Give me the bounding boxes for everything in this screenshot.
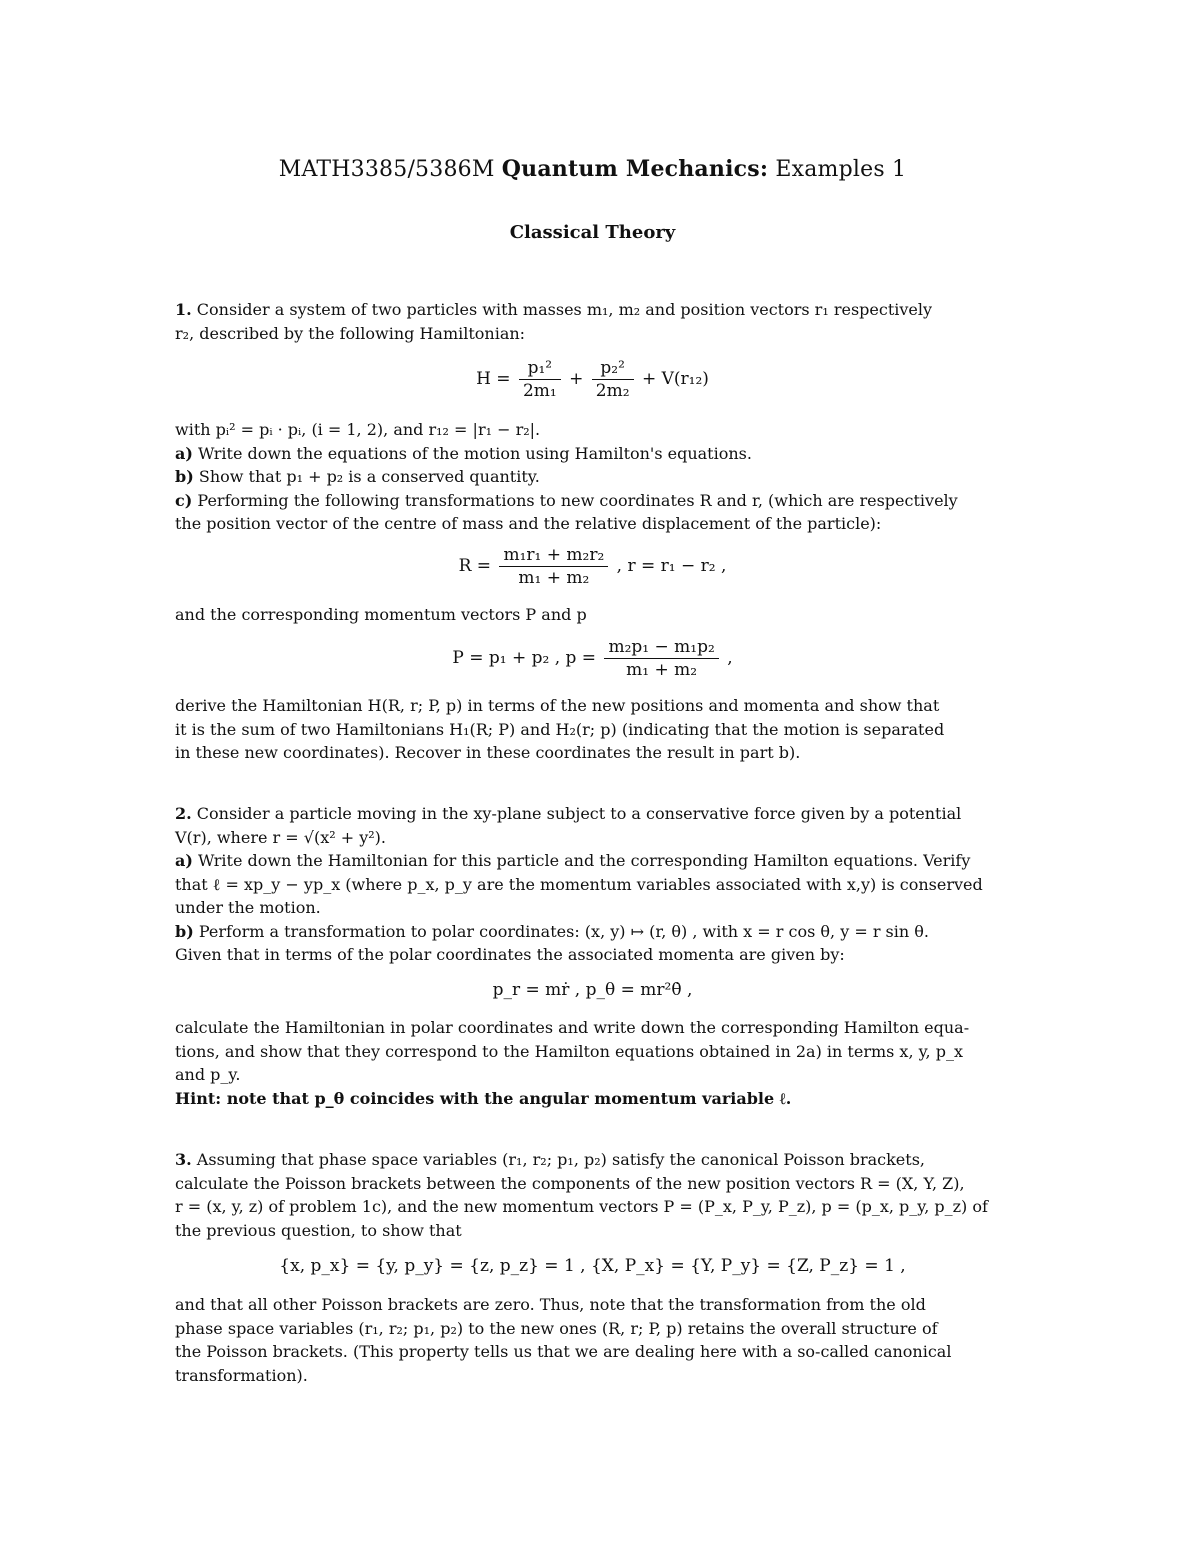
q2-calc-line3: and p_y. [175,1065,241,1084]
q1c-text-line1: Performing the following transformations to new coordinates R and r, (which are respectively [197,490,958,510]
q1c-label: c) [175,490,193,510]
q1b-text: Show that p₁ + p₂ is a conserved quantity. [198,467,540,486]
q2-calc-paragraph [175,1016,1010,1110]
eq-h-frac2 [592,358,634,401]
q1-derive-line2: it is the sum of two Hamiltonians H₁(R; P) and H₂(r; p) (indicating that the motion is separated [175,719,945,739]
q1-number: 1. [175,300,192,319]
eq-h-tail: + V(r₁₂) [641,369,709,389]
q1a-text: Write down the equations of the motion using Hamilton's equations. [198,443,752,463]
q2-calc-line1: calculate the Hamiltonian in polar coordinates and write down the corresponding Hamilton equa- [175,1018,970,1037]
q1-parts-ab [175,418,1010,536]
eq-p-den: m₁ + m₂ [626,660,698,680]
q3-poisson-brackets-equation: {x, p_x} = {y, p_y} = {z, p_z} = 1 , {X, P_x} = {Y, P_y} = {Z, P_z} = 1 , [279,1256,906,1276]
q2-block [175,802,1010,967]
q2-calc-line2: tions, and show that they correspond to the Hamilton equations obtained in 2a) in terms x, y, p_x [175,1041,963,1061]
q2a-text-line2: that ℓ = xp_y − yp_x (where p_x, p_y are the momentum variables associated with x,y) is conserved [175,874,983,894]
q2a-text-line1: Write down the Hamiltonian for this particle and the corresponding Hamilton equations. Verify [198,851,971,870]
title-course-code: MATH3385/5386M [278,157,495,182]
eq-r-frac [499,545,608,588]
eq-h-num1: p₁² [519,358,561,380]
eq-r-tail: , r = r₁ − r₂ , [616,556,727,576]
q3-line1: Assuming that phase space variables (r₁, r₂; p₁, p₂) satisfy the canonical Poisson brackets, [196,1150,925,1169]
q1-position-transform-equation [175,545,1010,588]
q1-momentum-transform-equation [175,637,1010,680]
eq-h-num2: p₂² [592,358,634,380]
eq-r-num: m₁r₁ + m₂r₂ [499,545,608,567]
q1a-label: a) [175,443,193,463]
q2-hint: Hint: note that p_θ coincides with the angular momentum variable ℓ. [175,1088,792,1108]
q1-intro [175,298,1010,345]
q2-number: 2. [175,804,192,823]
q3-line4: the previous question, to show that [175,1220,462,1240]
q2-intro-line2: V(r), where r = √(x² + y²). [175,827,386,847]
eq-p-lhs: P = p₁ + p₂ , p = [452,648,597,668]
q1-derive-line1: derive the Hamiltonian H(R, r; P, p) in terms of the new positions and momenta and show that [175,696,940,715]
q3-block [175,1148,1010,1242]
title-course-name: Quantum Mechanics: [501,156,769,182]
q1-momenta-line: and the corresponding momentum vectors P and p [175,605,587,624]
q3-end-line2: phase space variables (r₁, r₂; p₁, p₂) to the new ones (R, r; P, p) retains the overall structure of [175,1318,938,1338]
q1-with-line: with pᵢ² = pᵢ · pᵢ, (i = 1, 2), and r₁₂ = |r₁ − r₂|. [175,420,541,439]
eq-h-lhs: H = [476,369,511,389]
eq-p-num: m₂p₁ − m₁p₂ [604,637,718,659]
q1b-label: b) [175,467,194,486]
eq-r-lhs: R = [458,556,492,576]
q1-derive-paragraph [175,694,1010,765]
q2b-text-line2: Given that in terms of the polar coordinates the associated momenta are given by: [175,945,845,964]
q1-derive-line3: in these new coordinates). Recover in these coordinates the result in part b). [175,743,801,762]
eq-h-den2: 2m₂ [595,381,630,401]
q1-hamiltonian-equation [175,358,1010,401]
eq-p-tail: , [727,648,733,668]
q3-end-line4: transformation). [175,1365,308,1385]
section-subtitle: Classical Theory [509,222,676,243]
q1-intro-line2: r₂, described by the following Hamiltonian: [175,323,526,343]
page-title [175,156,1010,182]
q2a-label: a) [175,851,193,870]
eq-p-frac [604,637,718,680]
q3-line3: r = (x, y, z) of problem 1c), and the new momentum vectors P = (P_x, P_y, P_z), p = (p_x, p_y, p_z) of [175,1197,988,1216]
q3-conclusion [175,1293,1010,1387]
eq-h-frac1 [519,358,561,401]
q1c-text-line2: the position vector of the centre of mass and the relative displacement of the particle): [175,514,882,533]
eq-h-den1: 2m₁ [522,381,557,401]
q1-intro-line1: Consider a system of two particles with masses m₁, m₂ and position vectors r₁ respectively [196,300,933,319]
q3-line2: calculate the Poisson brackets between the components of the new position vectors R = (X, Y, Z), [175,1173,965,1193]
eq-r-den: m₁ + m₂ [518,568,590,588]
q2b-text-line1: Perform a transformation to polar coordinates: (x, y) ↦ (r, θ) , with x = r cos θ, y = r sin θ. [198,921,929,941]
q2-polar-momenta-equation: p_r = mṙ , p_θ = mr²θ̇ , [492,980,693,1000]
q3-end-line3: the Poisson brackets. (This property tells us that we are dealing here with a so-called canonical [175,1342,952,1361]
q2b-label: b) [175,921,194,941]
eq-h-plus: + [569,369,584,389]
q2a-text-line3: under the motion. [175,898,321,917]
q3-number: 3. [175,1150,192,1169]
q2-intro-line1: Consider a particle moving in the xy-plane subject to a conservative force given by a potential [196,804,962,823]
q3-end-line1: and that all other Poisson brackets are zero. Thus, note that the transformation from the old [175,1295,926,1314]
title-sheet-name: Examples 1 [775,157,907,182]
